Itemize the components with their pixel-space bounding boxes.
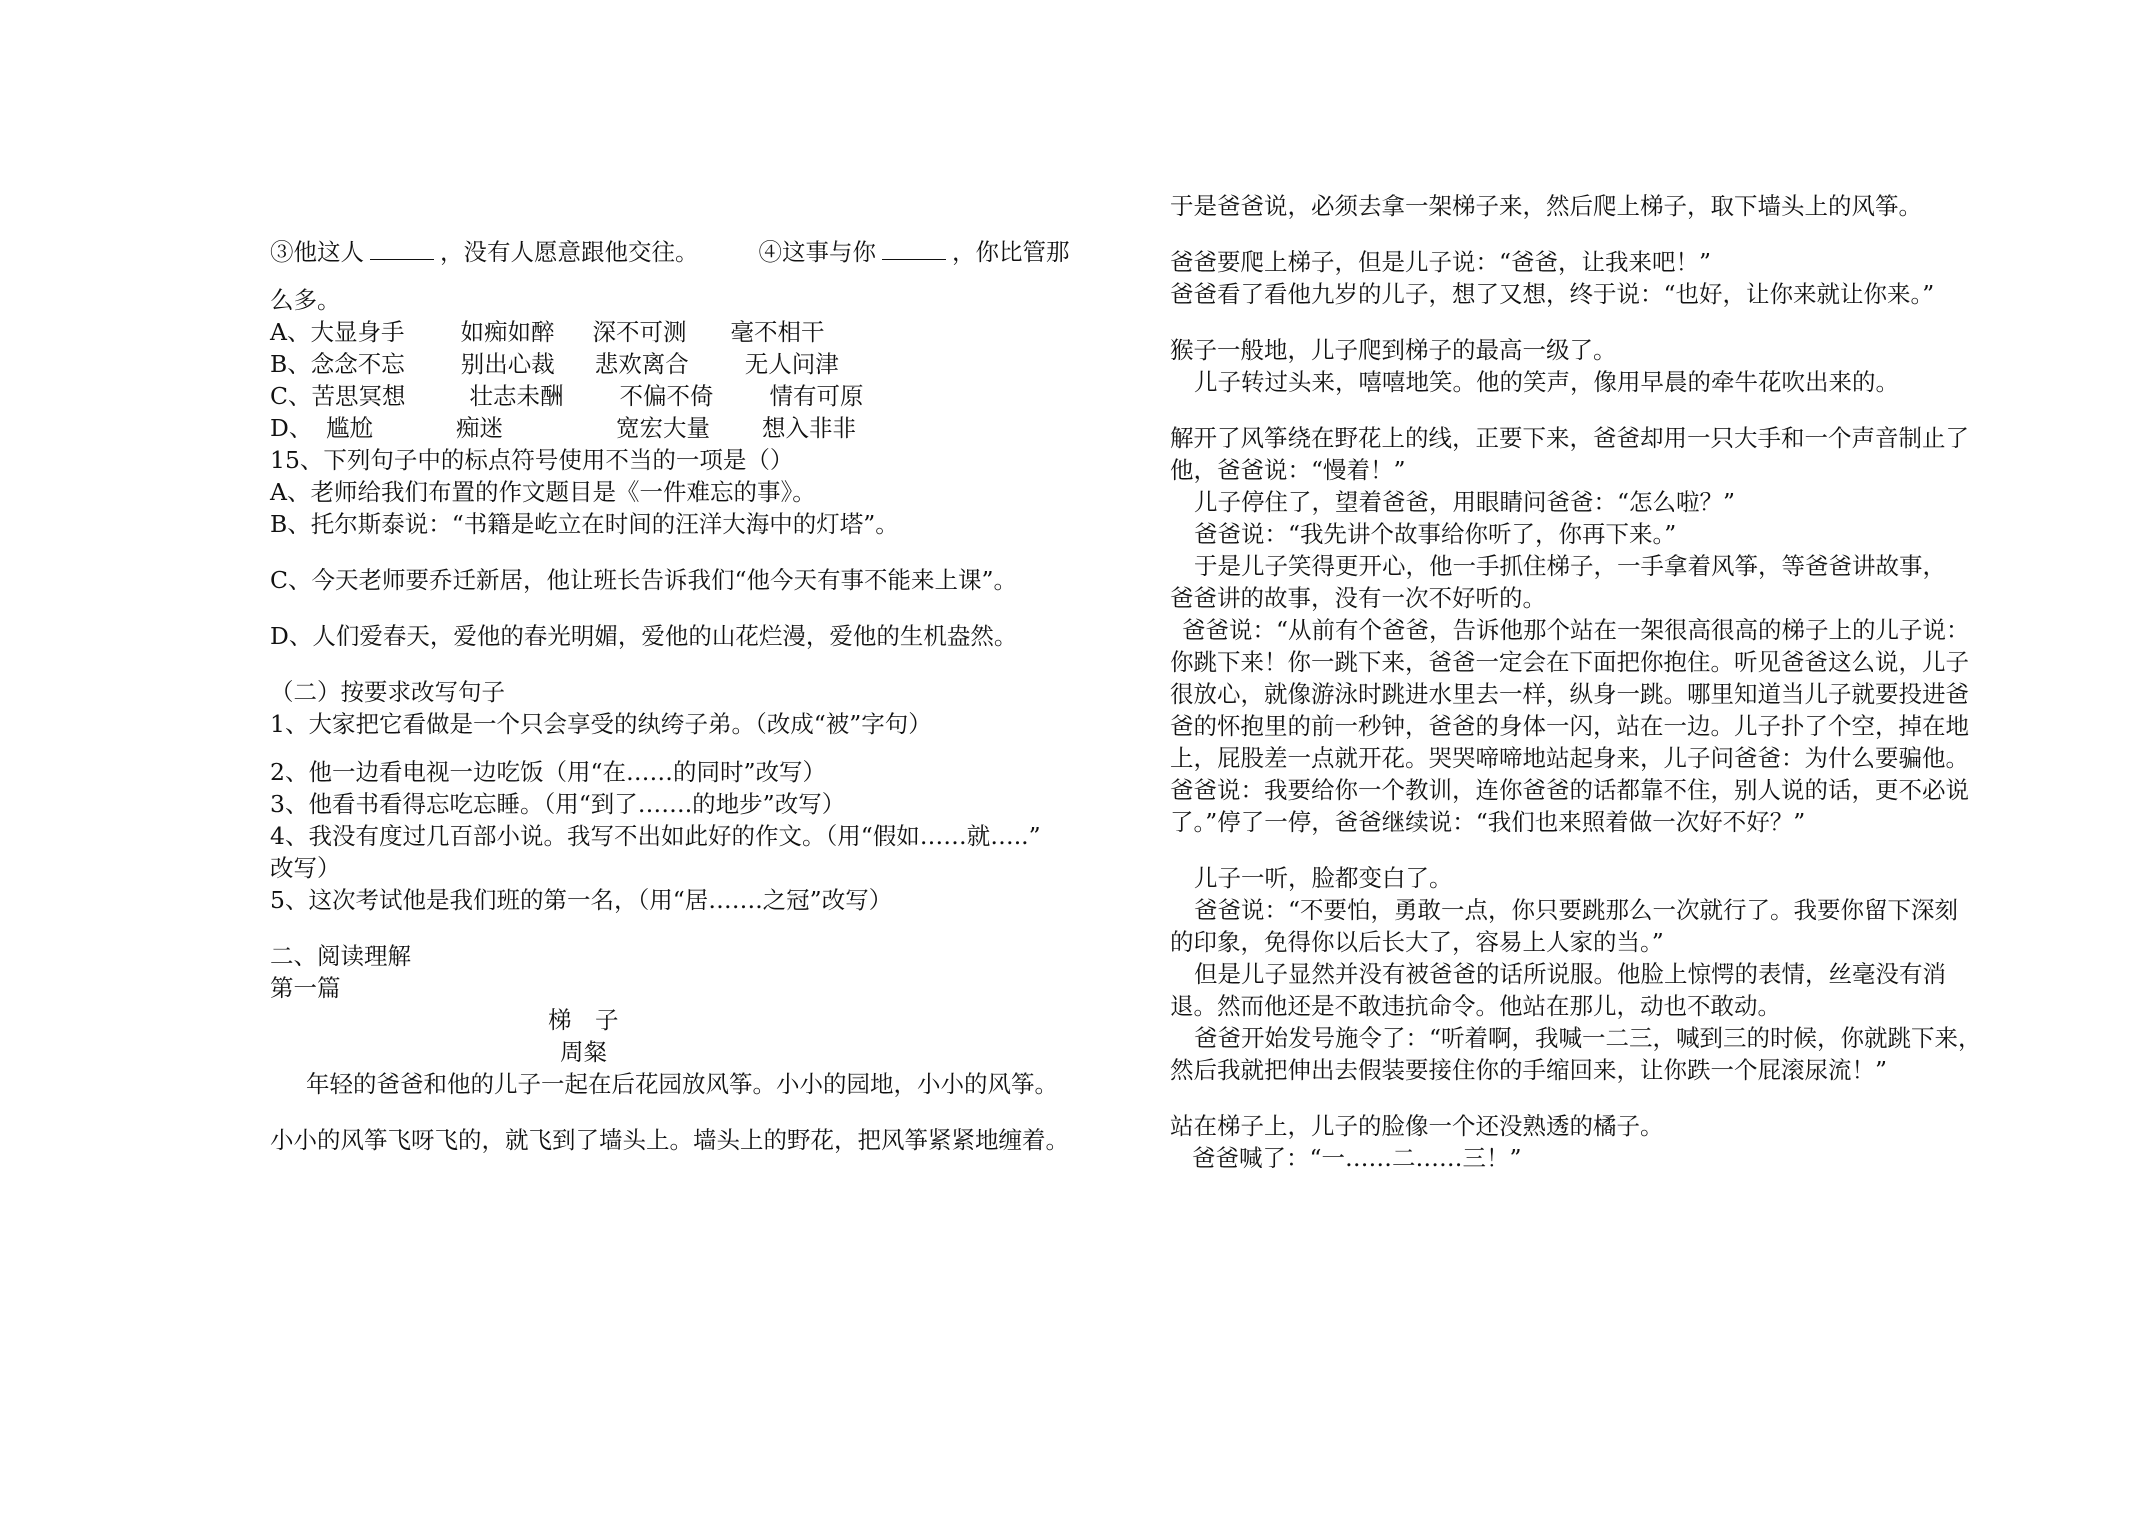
story-line: 于是儿子笑得更开心，他一手抓住梯子，一手拿着风筝，等爸爸讲故事，	[1194, 552, 1946, 580]
q15-option-a: A、老师给我们布置的作文题目是《一件难忘的事》。	[270, 478, 816, 506]
option-label: A、	[270, 318, 311, 346]
option-c	[270, 380, 1130, 412]
reading-heading: 二、阅读理解	[270, 942, 411, 970]
right-column	[1170, 190, 2030, 1174]
story-line: 你跳下来！你一跳下来，爸爸一定会在下面把你抱住。听见爸爸这么说，儿子	[1170, 648, 1969, 676]
option-label: B、	[270, 350, 311, 378]
section-rewrite-heading: （二）按要求改写句子	[270, 678, 505, 706]
option-item: 毫不相干	[730, 318, 825, 346]
story-line: 爸爸说：“我先讲个故事给你听了，你再下来。”	[1194, 520, 1677, 548]
story-line: 儿子转过头来，嘻嘻地笑。他的笑声，像用早晨的牵牛花吹出来的。	[1194, 368, 1899, 396]
option-item: 情有可原	[769, 382, 864, 410]
question-15: 15、下列句子中的标点符号使用不当的一项是（）	[270, 446, 794, 474]
option-item: 想入非非	[762, 414, 856, 442]
story-line: 的印象，免得你以后长大了，容易上人家的当。”	[1170, 928, 1664, 956]
story-line: 爸爸看了看他九岁的儿子，想了又想，终于说：“也好，让你来就让你来。”	[1170, 280, 1935, 308]
story-line: 然后我就把伸出去假装要接住你的手缩回来，让你跌一个屁滚尿流！”	[1170, 1056, 1888, 1084]
story-line: 爸爸说：“不要怕，勇敢一点，你只要跳那么一次就行了。我要你留下深刻	[1194, 896, 1959, 924]
story-line: 猴子一般地，儿子爬到梯子的最高一级了。	[1170, 336, 1617, 364]
option-item: 苦思冥想	[311, 382, 406, 410]
story-line: 爸的怀抱里的前一秒钟，爸爸的身体一闪，站在一边。儿子扑了个空，掉在地	[1170, 712, 1969, 740]
story-line: 但是儿子显然并没有被爸爸的话所说服。他脸上惊愕的表情，丝毫没有消	[1194, 960, 1946, 988]
fill-blank-4[interactable]	[882, 237, 946, 260]
q14-item3-suffix: ，没有人愿意跟他交往。	[440, 238, 699, 266]
story-line: 了。”停了一停，爸爸继续说：“我们也来照着做一次好不好？”	[1170, 808, 1806, 836]
option-item: 不偏不倚	[619, 382, 714, 410]
story-line: 他，爸爸说：“慢着！”	[1170, 456, 1406, 484]
rewrite-2: 2、他一边看电视一边吃饭（用“在……的同时”改写）	[270, 758, 826, 786]
rewrite-5: 5、这次考试他是我们班的第一名，（用“居…….之冠”改写）	[270, 886, 893, 914]
q14-item3-prefix: ③他这人	[270, 238, 364, 266]
story-line: 爸爸讲的故事，没有一次不好听的。	[1170, 584, 1546, 612]
story-paragraph-1: 年轻的爸爸和他的儿子一起在后花园放风筝。小小的园地，小小的风筝。	[306, 1070, 1058, 1098]
story-line: 很放心，就像游泳时跳进水里去一样，纵身一跳。哪里知道当儿子就要投进爸	[1170, 680, 1969, 708]
option-b	[270, 348, 1130, 380]
story-line: 上，屁股差一点就开花。哭哭啼啼地站起身来，儿子问爸爸：为什么要骗他。	[1170, 744, 1969, 772]
story-line: 儿子停住了，望着爸爸，用眼睛问爸爸：“怎么啦？”	[1194, 488, 1736, 516]
story-line: 于是爸爸说，必须去拿一架梯子来，然后爬上梯子，取下墙头上的风筝。	[1170, 192, 1922, 220]
option-item: 壮志未酬	[469, 382, 564, 410]
option-label: D、	[270, 414, 313, 442]
option-d	[270, 412, 1130, 444]
story-title: 梯 子	[548, 1006, 619, 1034]
rewrite-3: 3、他看书看得忘吃忘睡。（用“到了…….的地步”改写）	[270, 790, 846, 818]
q15-option-c: C、今天老师要乔迁新居，他让班长告诉我们“他今天有事不能来上课”。	[270, 566, 1018, 594]
story-line: 爸爸说：我要给你一个教训，连你爸爸的话都靠不住，别人说的话，更不必说	[1170, 776, 1969, 804]
option-item: 尴尬	[326, 414, 373, 442]
option-item: 无人问津	[744, 350, 839, 378]
option-item: 悲欢离合	[594, 350, 689, 378]
q15-option-b: B、托尔斯泰说：“书籍是屹立在时间的汪洋大海中的灯塔”。	[270, 510, 899, 538]
option-label: C、	[270, 382, 312, 410]
story-line: 站在梯子上，儿子的脸像一个还没熟透的橘子。	[1170, 1112, 1664, 1140]
option-item: 宽宏大量	[616, 414, 710, 442]
option-item: 痴迷	[456, 414, 503, 442]
q14-line1	[270, 236, 1130, 268]
first-piece-label: 第一篇	[270, 974, 341, 1002]
option-item: 深不可测	[592, 318, 687, 346]
story-line: 解开了风筝绕在野花上的线，正要下来，爸爸却用一只大手和一个声音制止了	[1170, 424, 1969, 452]
q14-line2: 么多。	[270, 286, 341, 314]
story-author: 周粲	[560, 1038, 607, 1066]
story-line: 爸爸喊了：“一……二……三！”	[1192, 1144, 1522, 1172]
q14-item4-prefix: ④这事与你	[758, 238, 876, 266]
story-line: 退。然而他还是不敢违抗命令。他站在那儿，动也不敢动。	[1170, 992, 1781, 1020]
option-a	[270, 316, 1130, 348]
rewrite-4b: 改写）	[270, 854, 341, 882]
story-line: 爸爸要爬上梯子，但是儿子说：“爸爸，让我来吧！”	[1170, 248, 1712, 276]
option-item: 如痴如醉	[460, 318, 555, 346]
fill-blank-3[interactable]	[370, 237, 434, 260]
story-line: 爸爸说：“从前有个爸爸，告诉他那个站在一架很高很高的梯子上的儿子说：	[1182, 616, 1970, 644]
q15-option-d: D、人们爱春天，爱他的春光明媚，爱他的山花烂漫，爱他的生机盎然。	[270, 622, 1018, 650]
q14-item4-suffix: ，你比管那	[952, 238, 1070, 266]
rewrite-4a: 4、我没有度过几百部小说。我写不出如此好的作文。（用“假如……就…..”	[270, 822, 1041, 850]
option-item: 别出心裁	[460, 350, 555, 378]
rewrite-1: 1、大家把它看做是一个只会享受的纨绔子弟。（改成“被”字句）	[270, 710, 932, 738]
story-paragraph-2: 小小的风筝飞呀飞的，就飞到了墙头上。墙头上的野花，把风筝紧紧地缠着。	[270, 1126, 1069, 1154]
left-column	[270, 236, 1130, 1156]
story-line: 爸爸开始发号施令了：“听着啊，我喊一二三，喊到三的时候，你就跳下来，	[1194, 1024, 1982, 1052]
option-item: 念念不忘	[310, 350, 405, 378]
option-item: 大显身手	[310, 318, 405, 346]
story-line: 儿子一听，脸都变白了。	[1194, 864, 1453, 892]
